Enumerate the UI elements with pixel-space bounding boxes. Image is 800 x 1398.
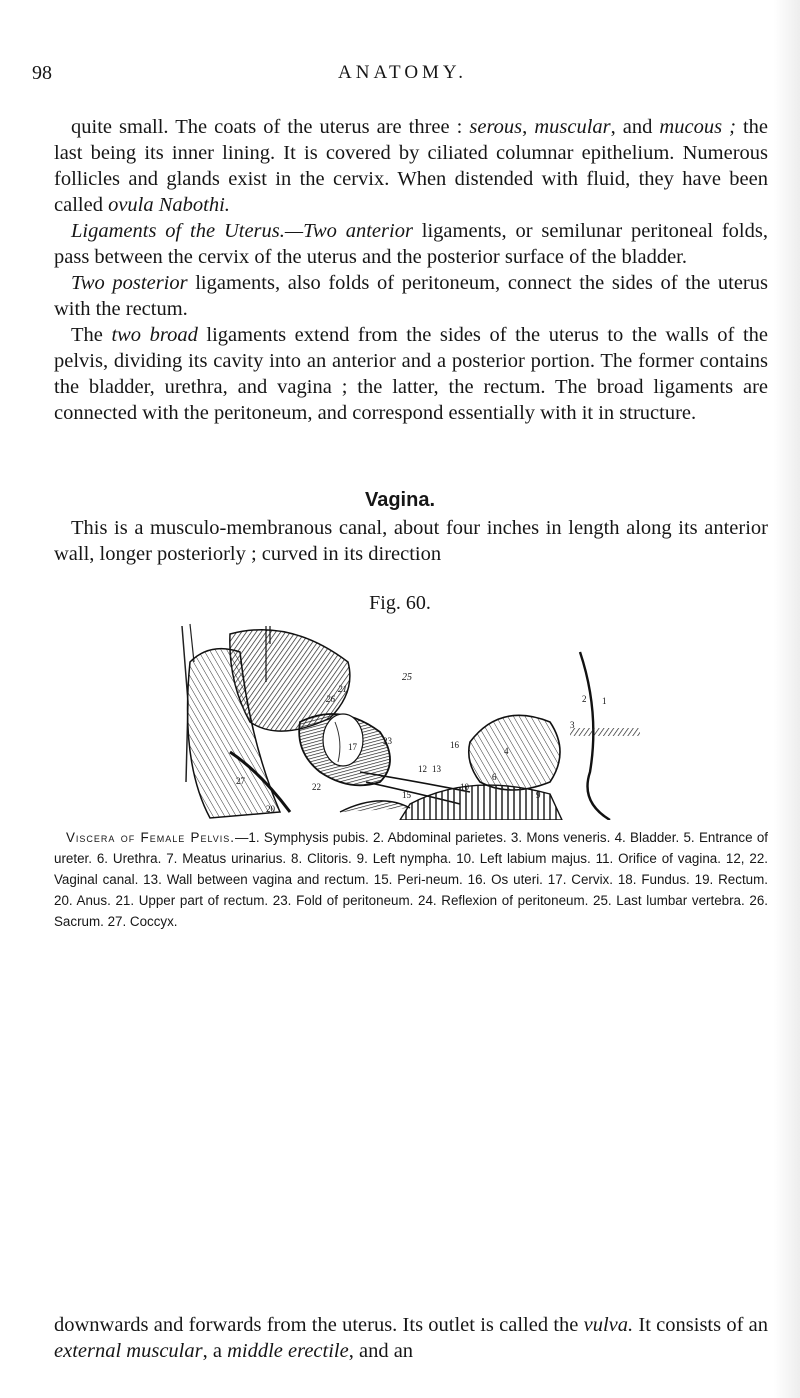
text-run: the last being its inner lining. It is covered by ciliated columnar epithelium. Numerous follicles and glands exist in the cervix. When distended with fluid, they have been called <box>54 116 768 216</box>
fig-ref-4: 4 <box>504 746 509 756</box>
body-text-bottom <box>54 1312 768 1364</box>
fig-ref-20: 20 <box>266 804 275 814</box>
page-edge-shadow <box>774 0 800 1398</box>
paragraph-broad-ligaments <box>54 322 768 426</box>
paragraph-anterior-ligaments <box>54 218 768 270</box>
text-run: ligaments, or semilunar peritoneal folds, pass between the cervix of the uterus and the posterior surface of the bladder. <box>54 220 768 268</box>
caption-text <box>54 827 768 932</box>
fig-ref-25: 25 <box>402 672 412 683</box>
text-run: middle erectile <box>227 1340 349 1362</box>
fig-ref-22: 22 <box>312 782 321 792</box>
text-run: , a <box>202 1340 228 1362</box>
text-run: downwards and forwards from the uterus. Its outlet is called the <box>54 1314 584 1336</box>
body-text-vagina <box>54 515 768 567</box>
fig-ref-27: 27 <box>236 776 245 786</box>
text-run: external muscular <box>54 1340 203 1362</box>
text-run: mucous ; <box>659 116 736 138</box>
fig-ref-15: 15 <box>402 790 411 800</box>
fig-ref-17: 17 <box>348 742 357 752</box>
body-text-top <box>54 114 768 426</box>
anatomy-drawing <box>182 624 640 820</box>
caption-title: Viscera of Female Pelvis. <box>66 830 236 845</box>
text-run: ovula Nabothi. <box>108 194 230 216</box>
fig-ref-21: 21 <box>338 684 347 694</box>
fig-ref-23: 23 <box>383 736 392 746</box>
running-title: ANATOMY. <box>338 62 467 83</box>
fig-ref-10: 10 <box>460 782 469 792</box>
fig-ref-12: 12 <box>418 764 427 774</box>
text-run: quite small. The coats of the uterus are three : <box>71 116 470 138</box>
text-run: , <box>522 116 535 138</box>
paragraph-uterus-coats <box>54 114 768 218</box>
paragraph-vagina-continued <box>54 1312 768 1364</box>
text-run: , and <box>610 116 660 138</box>
text-run: ligaments extend from the sides of the uterus to the walls of the pelvis, dividing its cavity into an anterior and a posterior portion. The former contains the bladder, urethra, and vagina ; the latter, the rectum. The broad ligaments are connected with the peritoneum, and correspond essentially with it in structure. <box>54 324 768 424</box>
text-run: ligaments, also folds of peritoneum, connect the sides of the uterus with the rectum. <box>54 272 768 320</box>
figure-caption <box>54 827 768 932</box>
fig-ref-16: 16 <box>450 740 459 750</box>
text-run: Ligaments of the Uterus.—Two anterior <box>71 220 413 242</box>
text-run: The <box>71 324 112 346</box>
text-run: muscular <box>534 116 611 138</box>
paragraph-posterior-ligaments <box>54 270 768 322</box>
text-run: This is a musculo-membranous canal, about four inches in length along its anterior wall, longer posteriorly ; curved in its direction <box>54 517 768 565</box>
fig-ref-6: 6 <box>492 772 497 782</box>
text-run: serous <box>469 116 523 138</box>
text-run: vulva. <box>583 1314 634 1336</box>
text-run: two broad <box>111 324 198 346</box>
text-run: , and an <box>348 1340 414 1362</box>
fig-ref-9: 9 <box>536 790 541 800</box>
fig-ref-13: 13 <box>432 764 441 774</box>
fig-ref-1: 1 <box>602 696 607 706</box>
fig-ref-3: 3 <box>570 720 575 730</box>
text-run: It consists of an <box>633 1314 769 1336</box>
page-number: 98 <box>32 62 52 84</box>
fig-ref-2: 2 <box>582 694 587 704</box>
caption-legend: —1. Symphysis pubis. 2. Abdominal parietes. 3. Mons veneris. 4. Bladder. 5. Entrance of ureter. 6. Urethra. 7. Meatus urinarius. 8. Clitoris. 9. Left nympha. 10. Left labium majus. 11. Orifice of vagina. 12, 22. Vaginal canal. 13. Wall between vagina and rectum. 15. Peri-neum. 16. Os uteri. 17. Cervix. 18. Fundus. 19. Rectum. 20. Anus. 21. Upper part of rectum. 23. Fold of peritoneum. 24. Reflexion of peritoneum. 25. Last lumbar vertebra. 26. Sacrum. 27. Coccyx. <box>54 830 769 929</box>
pelvis-illustration <box>170 622 642 820</box>
fig-ref-26: 26 <box>326 694 335 704</box>
text-run: Two posterior <box>71 272 188 294</box>
section-heading: Vagina. <box>364 489 436 511</box>
paragraph-vagina-intro <box>54 515 768 567</box>
figure-label: Fig. 60. <box>369 592 431 614</box>
